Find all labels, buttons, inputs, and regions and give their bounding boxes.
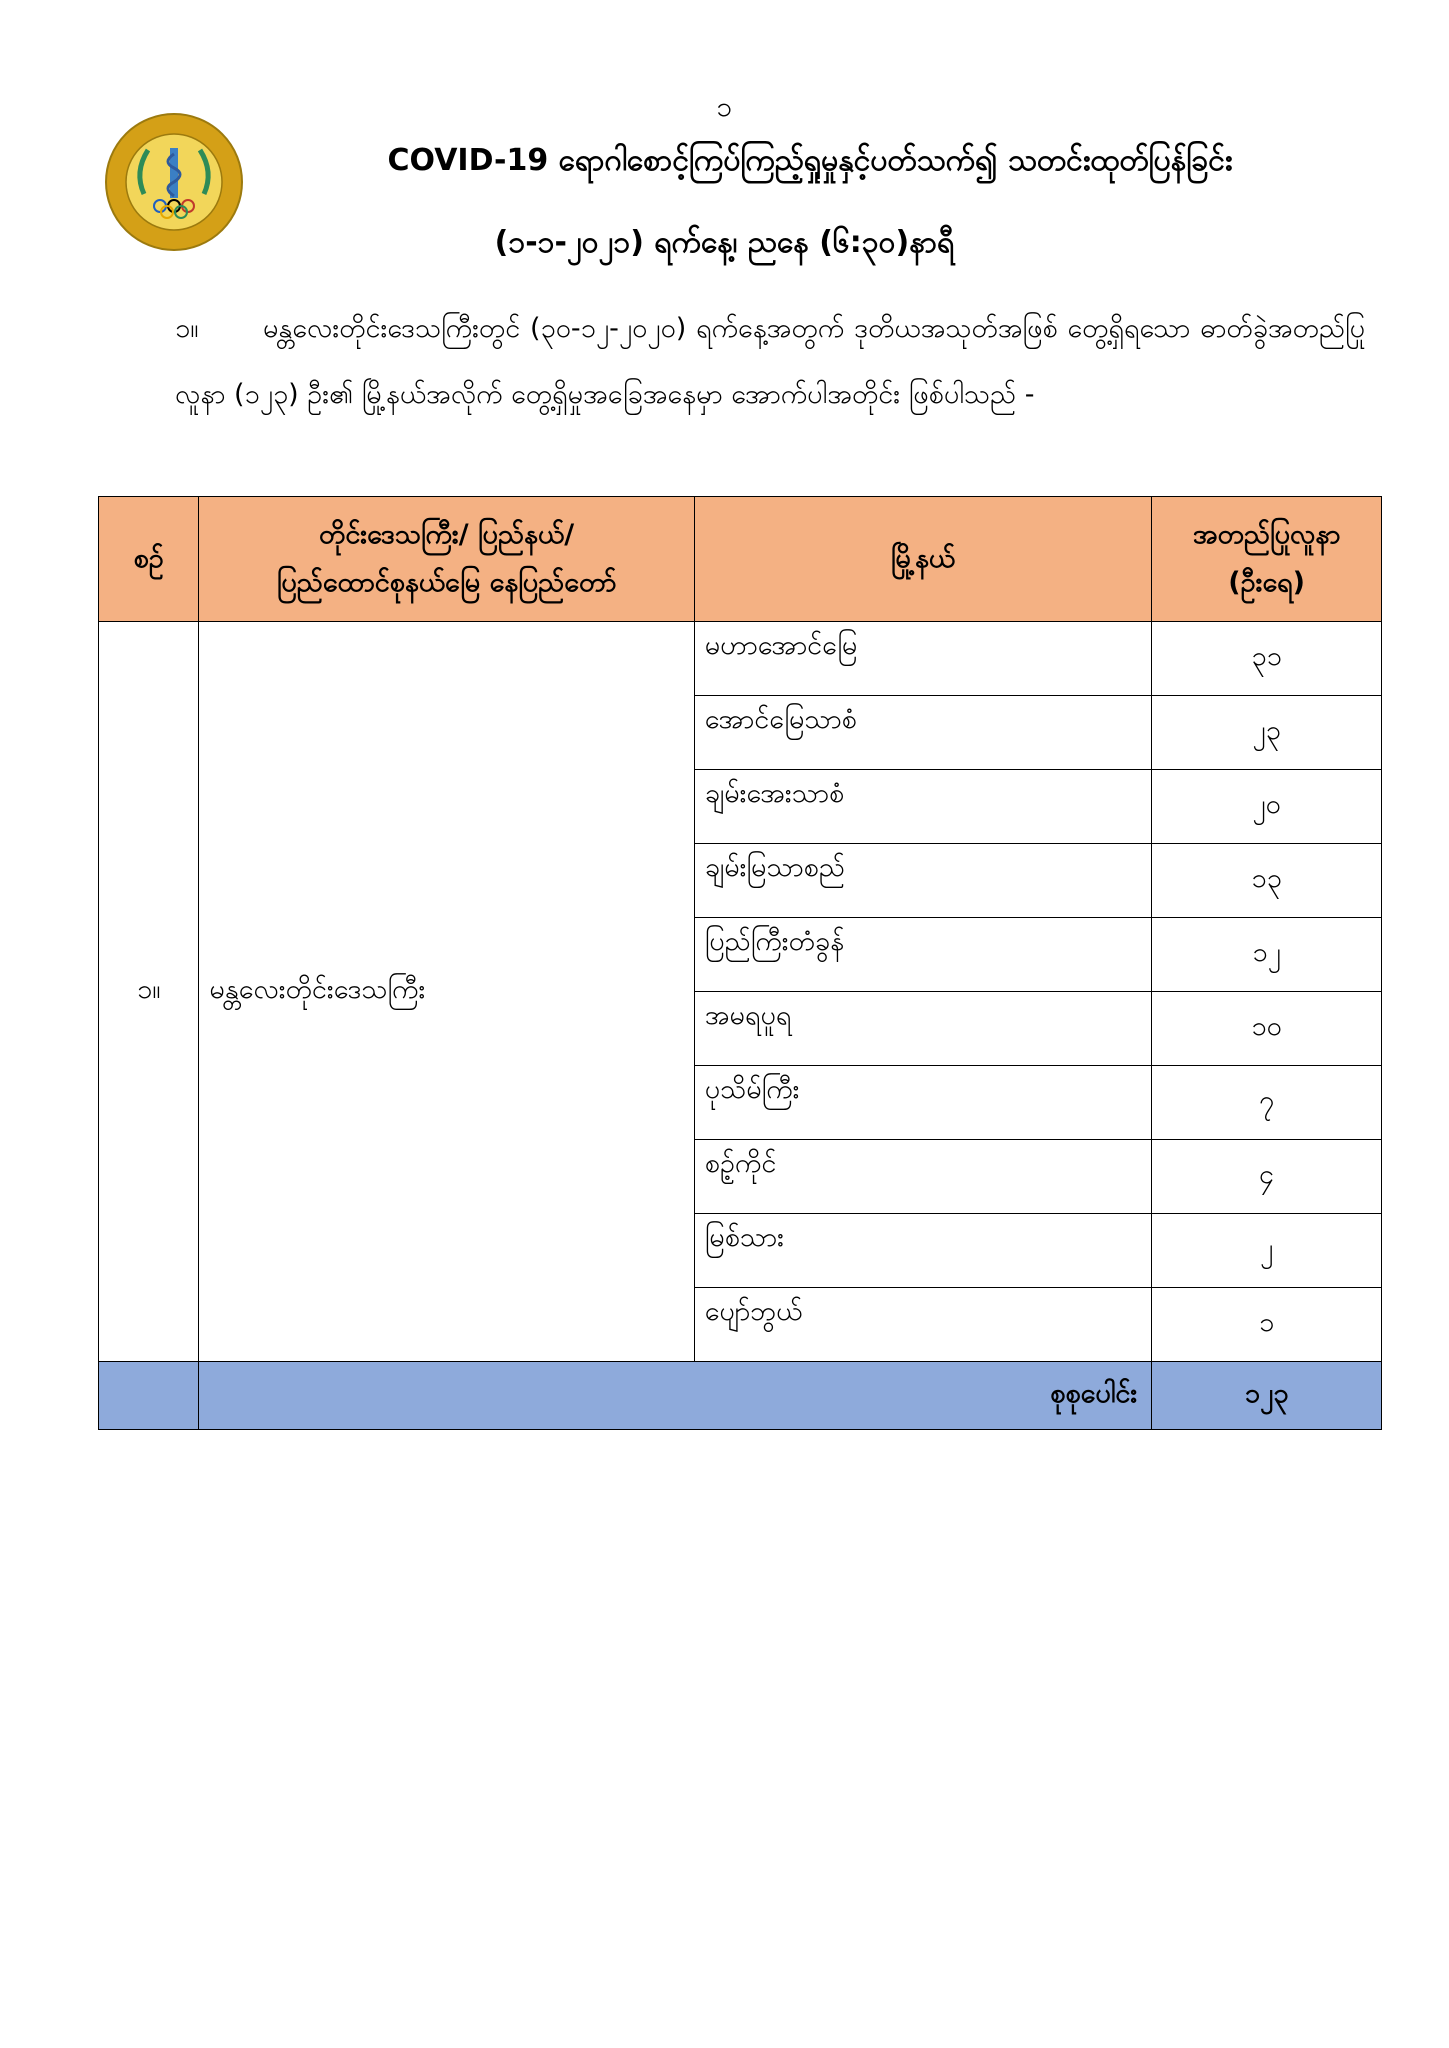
cases-table	[98, 496, 1382, 1430]
row-number: ၁။	[99, 622, 199, 1362]
case-count: ၇	[1152, 1066, 1382, 1140]
header-no: စဉ်	[99, 497, 199, 622]
header-count-line1: အတည်ပြုလူနာ	[1192, 519, 1341, 550]
header-region-line1: တိုင်းဒေသကြီး/ ပြည်နယ်/	[319, 519, 575, 550]
paragraph-text: မန္တလေးတိုင်းဒေသကြီးတွင် (၃၀-၁၂-၂၀၂၀) ရက်နေ့အတွက် ဒုတိယအသုတ်အဖြစ် တွေ့ရှိရသော ဓာတ်ခွဲအတည်ပြုလူနာ (၁၂၃) ဦး၏ မြို့နယ်အလိုက် တွေ့ရှိမှုအခြေအနေမှာ အောက်ပါအတိုင်း ဖြစ်ပါသည် -	[175, 313, 1365, 410]
township-name: မြစ်သား	[694, 1214, 1151, 1288]
document-title: COVID-19 ရောဂါစောင့်ကြပ်ကြည့်ရှုမှုနှင့်ပတ်သက်၍ သတင်းထုတ်ပြန်ခြင်း	[387, 143, 1233, 178]
township-name: အောင်မြေသာစံ	[694, 696, 1151, 770]
case-count: ၂၃	[1152, 696, 1382, 770]
township-name: မဟာအောင်မြေ	[694, 622, 1151, 696]
header-region	[199, 497, 694, 622]
case-count: ၁	[1152, 1288, 1382, 1362]
township-name: ချမ်းမြသာစည်	[694, 844, 1151, 918]
total-label: စုစုပေါင်း	[199, 1362, 1152, 1430]
region-name: မန္တလေးတိုင်းဒေသကြီး	[199, 622, 694, 1362]
header-region-line2: ပြည်ထောင်စုနယ်မြေ နေပြည်တော်	[276, 567, 617, 598]
township-name: ပုသိမ်ကြီး	[694, 1066, 1151, 1140]
township-name: အမရပူရ	[694, 992, 1151, 1066]
case-count: ၂	[1152, 1214, 1382, 1288]
township-name: ချမ်းအေးသာစံ	[694, 770, 1151, 844]
total-row	[99, 1362, 1382, 1430]
header-township: မြို့နယ်	[694, 497, 1151, 622]
total-value: ၁၂၃	[1152, 1362, 1382, 1430]
case-count: ၂၀	[1152, 770, 1382, 844]
document-subtitle: (၁-၁-၂၀၂၁) ရက်နေ့၊ ညနေ (၆:၃၀)နာရီ	[494, 225, 955, 260]
total-empty-cell	[99, 1362, 199, 1430]
township-name: ပြည်ကြီးတံခွန်	[694, 918, 1151, 992]
case-count: ၁၃	[1152, 844, 1382, 918]
case-count: ၃၁	[1152, 622, 1382, 696]
page-number: ၁	[716, 90, 733, 123]
intro-paragraph	[175, 296, 1365, 428]
paragraph-number: ၁။	[175, 313, 199, 344]
case-count: ၁၀	[1152, 992, 1382, 1066]
table-header-row	[99, 497, 1382, 622]
township-name: စဉ့်ကိုင်	[694, 1140, 1151, 1214]
case-count: ၁၂	[1152, 918, 1382, 992]
header-count	[1152, 497, 1382, 622]
table-row	[99, 622, 1382, 696]
case-count: ၄	[1152, 1140, 1382, 1214]
header-count-line2: (ဦးရေ)	[1228, 567, 1305, 598]
township-name: ပျော်ဘွယ်	[694, 1288, 1151, 1362]
